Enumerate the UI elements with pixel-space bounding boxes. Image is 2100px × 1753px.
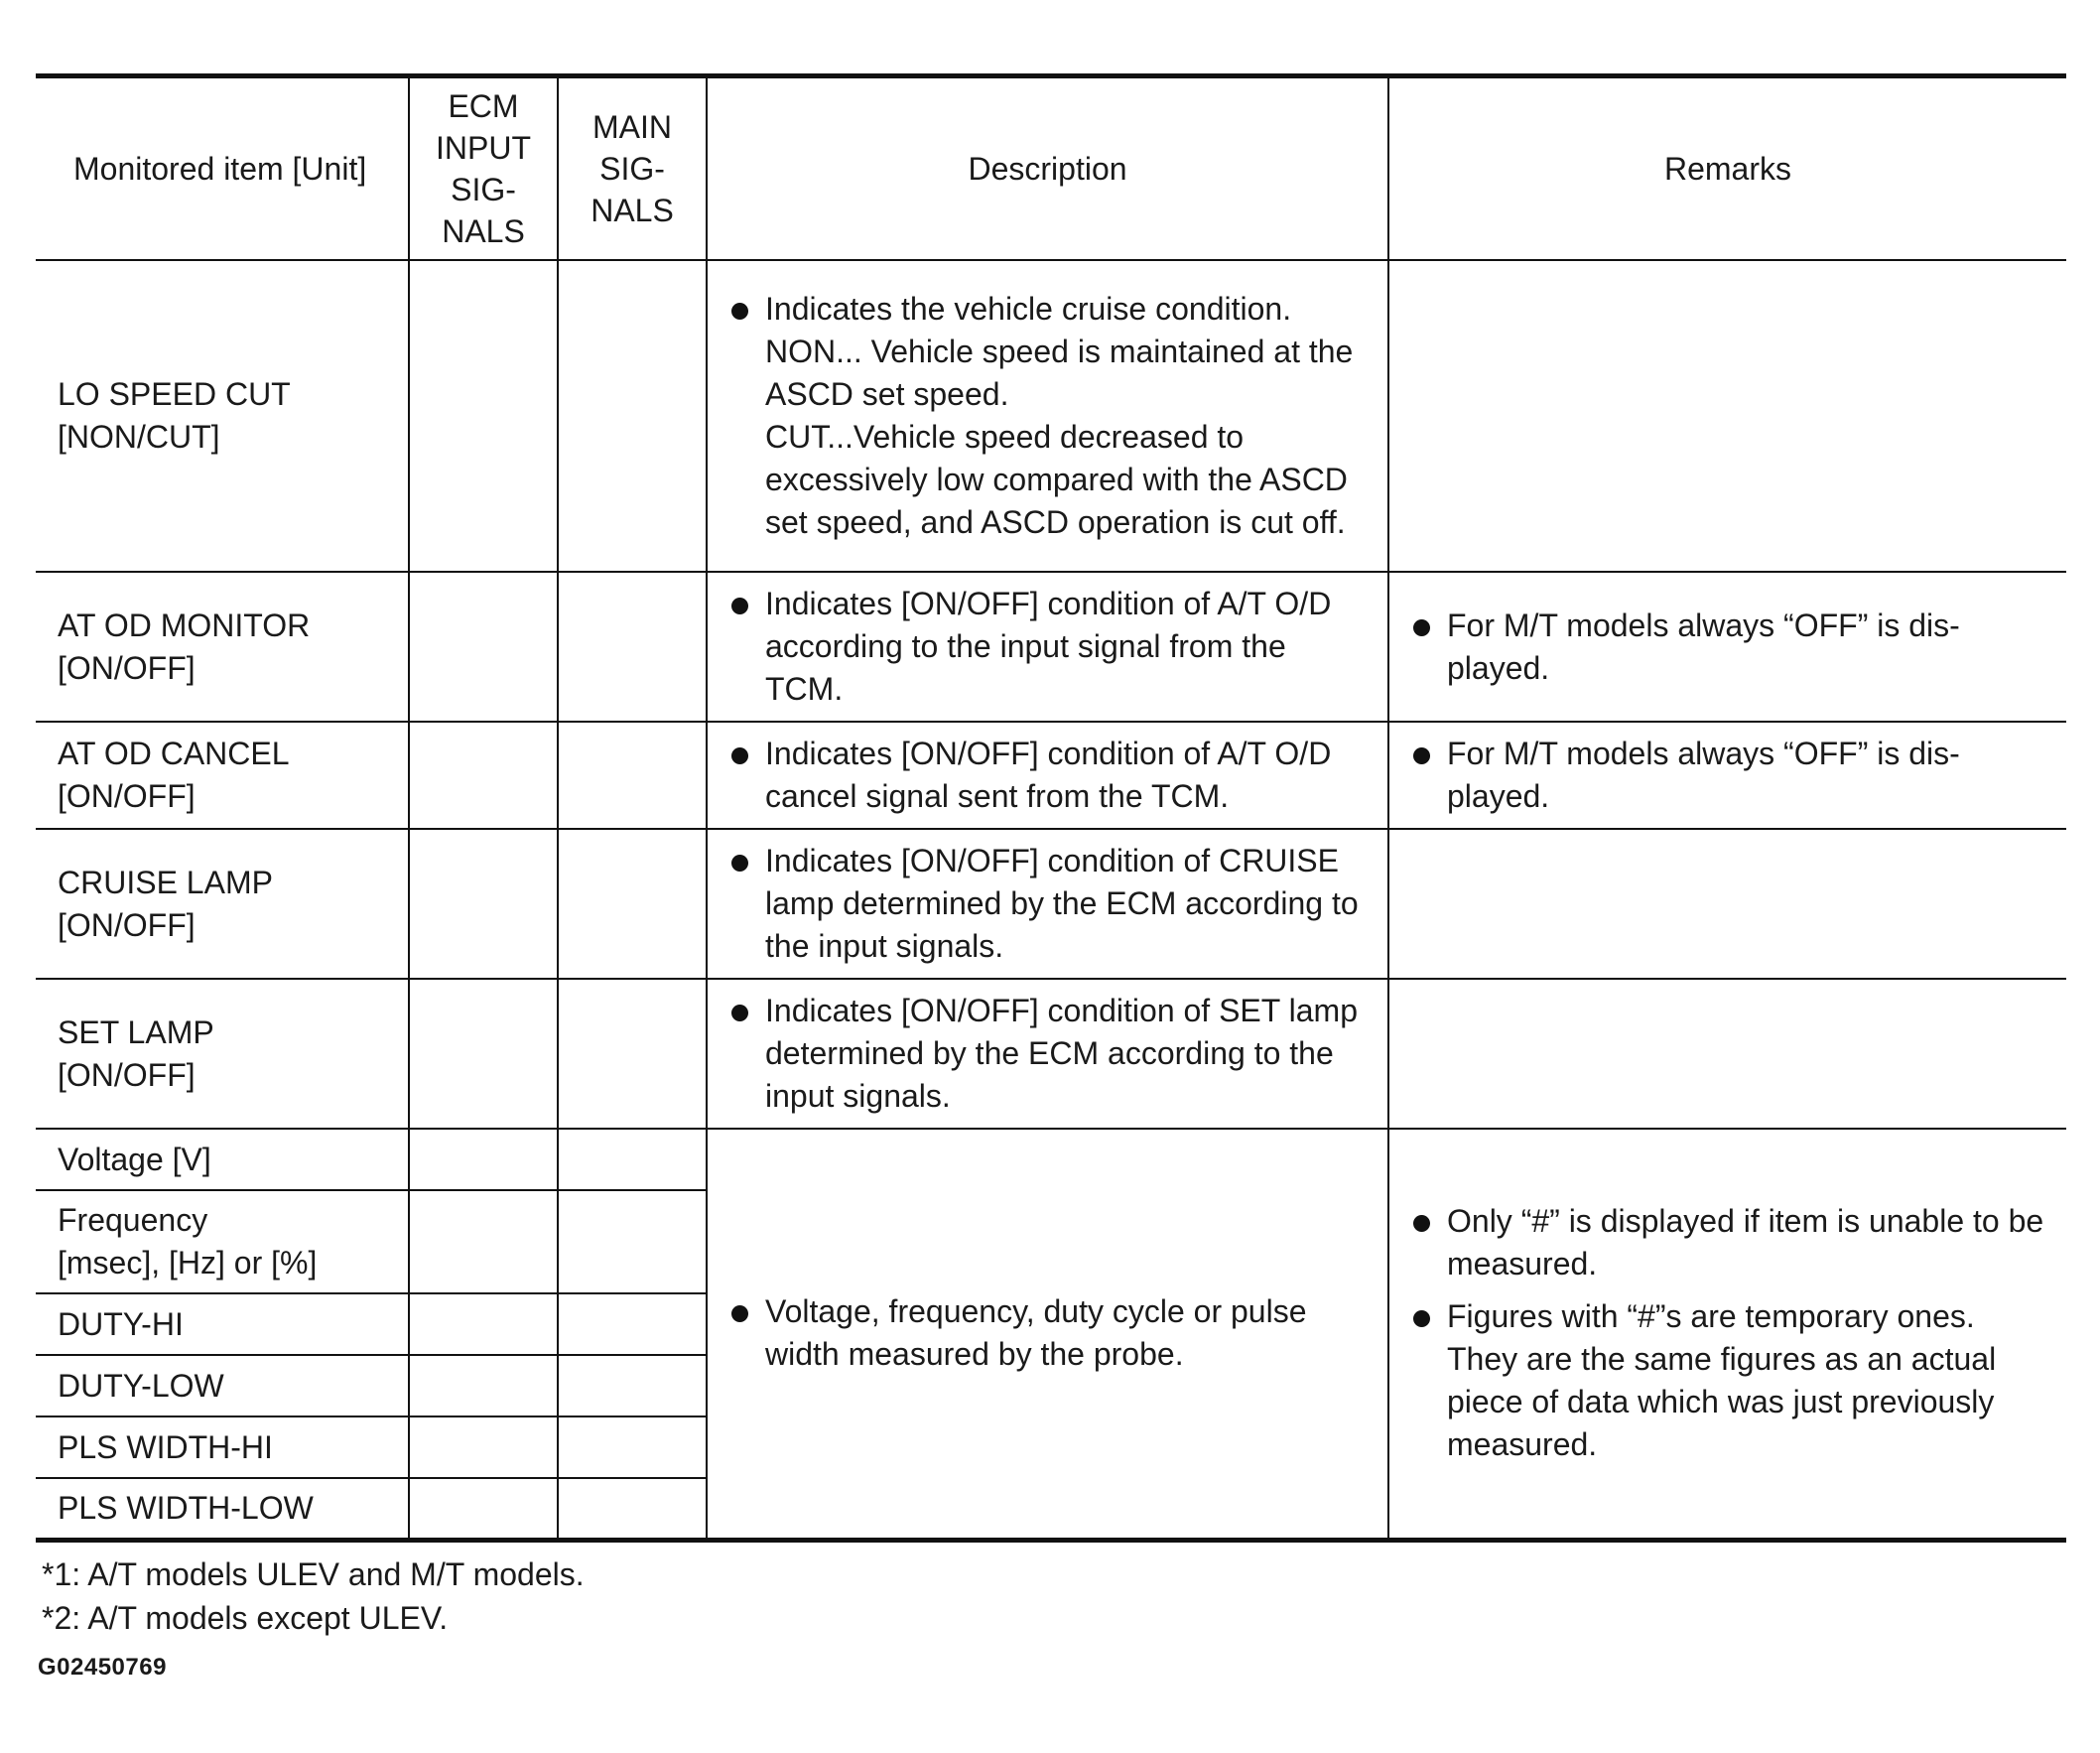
remarks-cell [1388,979,2066,1129]
remarks-text: Only “#” is displayed if item is unable to be measured. [1447,1203,2044,1282]
footnote: *2: A/T models except ULEV. [42,1599,449,1636]
main-signal-cell [558,1293,707,1355]
ecm-input-cell [409,260,558,572]
item-cell [36,572,409,722]
table-row-at-od-monitor [36,572,2066,722]
remarks-bullet [1411,1200,2046,1285]
description-cell [707,722,1388,829]
header-main-line: MAIN [592,109,672,145]
data-monitor-table [36,73,2066,1543]
probe-description-cell [707,1129,1388,1540]
description-bullet [729,1290,1368,1376]
table-header-row [36,76,2066,261]
header-ecm-line: SIG- [451,172,516,207]
main-signal-cell [558,829,707,979]
item-name: PLS WIDTH-HI [58,1428,273,1465]
description-text: NON... Vehicle speed is maintained at the ASCD set speed. [765,334,1354,412]
header-main-signals [558,76,707,261]
item-cell [36,979,409,1129]
item-cell [36,1478,409,1540]
item-unit: [msec], [Hz] or [%] [58,1245,318,1281]
remarks-bullet [1411,1295,2046,1466]
header-main-line: NALS [591,193,674,228]
probe-remarks-cell [1388,1129,2066,1540]
remarks-bullet [1411,605,2046,690]
description-text: Indicates [ON/OFF] condition of CRUISE lamp determined by the ECM according to the input signals. [765,843,1359,964]
item-cell [36,260,409,572]
item-cell [36,1416,409,1478]
ecm-input-cell [409,1129,558,1190]
item-name: CRUISE LAMP [58,864,273,900]
document-page [36,73,2066,1682]
item-cell [36,722,409,829]
ecm-input-cell [409,572,558,722]
table-row-lo-speed-cut [36,260,2066,572]
item-name: PLS WIDTH-LOW [58,1489,314,1526]
description-bullet [729,733,1368,818]
item-unit: [ON/OFF] [58,906,196,943]
item-cell [36,829,409,979]
item-cell [36,1129,409,1190]
item-unit: [ON/OFF] [58,778,196,814]
ecm-input-cell [409,1478,558,1540]
item-name: Voltage [V] [58,1141,211,1177]
item-name: AT OD CANCEL [58,736,290,771]
ecm-input-cell [409,722,558,829]
remarks-text: For M/T models always “OFF” is dis-played. [1447,736,1960,814]
main-signal-cell [558,1478,707,1540]
footnote: *1: A/T models ULEV and M/T models. [42,1555,585,1592]
ecm-input-cell [409,1355,558,1416]
ecm-input-cell [409,979,558,1129]
item-name: AT OD MONITOR [58,607,311,643]
main-signal-cell [558,260,707,572]
header-remarks: Remarks [1388,76,2066,261]
item-name: DUTY-HI [58,1305,184,1342]
ecm-input-cell [409,1416,558,1478]
description-text: Indicates the vehicle cruise condition. [765,291,1292,327]
table-row-set-lamp [36,979,2066,1129]
figure-code: G02450769 [38,1653,167,1681]
header-monitored-item: Monitored item [Unit] [36,76,409,261]
description-bullet [729,288,1368,544]
item-cell [36,1355,409,1416]
description-bullet [729,840,1368,968]
item-unit: [NON/CUT] [58,419,220,455]
description-cell [707,829,1388,979]
description-text: Indicates [ON/OFF] condition of SET lamp determined by the ECM according to the input signals. [765,993,1358,1114]
item-name: LO SPEED CUT [58,376,291,412]
footnotes [36,1552,2066,1640]
item-name: SET LAMP [58,1013,214,1050]
remarks-cell [1388,829,2066,979]
item-cell [36,1293,409,1355]
main-signal-cell [558,572,707,722]
header-description: Description [707,76,1388,261]
header-ecm-line: ECM [448,88,519,124]
description-text: Indicates [ON/OFF] condition of A/T O/D according to the input signal from the TCM. [765,586,1332,707]
main-signal-cell [558,979,707,1129]
item-unit: [ON/OFF] [58,649,196,686]
header-ecm-line: NALS [442,213,525,249]
description-cell [707,572,1388,722]
description-cell [707,260,1388,572]
remarks-bullet [1411,733,2046,818]
main-signal-cell [558,1190,707,1293]
header-ecm-input-signals [409,76,558,261]
ecm-input-cell [409,1190,558,1293]
main-signal-cell [558,1416,707,1478]
header-main-line: SIG- [599,151,665,187]
table-row-at-od-cancel [36,722,2066,829]
description-cell [707,979,1388,1129]
main-signal-cell [558,722,707,829]
remarks-cell [1388,722,2066,829]
main-signal-cell [558,1355,707,1416]
remarks-cell [1388,572,2066,722]
ecm-input-cell [409,829,558,979]
table-row-cruise-lamp [36,829,2066,979]
remarks-cell [1388,260,2066,572]
remarks-text: For M/T models always “OFF” is dis-played. [1447,607,1960,686]
item-unit: [ON/OFF] [58,1056,196,1093]
item-name: Frequency [58,1202,208,1238]
description-text: Voltage, frequency, duty cycle or pulse width measured by the probe. [765,1293,1307,1373]
ecm-input-cell [409,1293,558,1355]
header-ecm-line: INPUT [436,130,531,166]
description-bullet [729,583,1368,711]
description-bullet [729,990,1368,1118]
item-cell [36,1190,409,1293]
description-text: Indicates [ON/OFF] condition of A/T O/D cancel signal sent from the TCM. [765,736,1332,814]
main-signal-cell [558,1129,707,1190]
item-name: DUTY-LOW [58,1367,224,1404]
table-row-voltage [36,1129,2066,1190]
remarks-text: Figures with “#”s are temporary ones. They are the same figures as an actual piece of data which was just previously measured. [1447,1298,1997,1463]
description-text: CUT...Vehicle speed decreased to excessively low compared with the ASCD set speed, and ASCD operation is cut off. [765,419,1348,540]
